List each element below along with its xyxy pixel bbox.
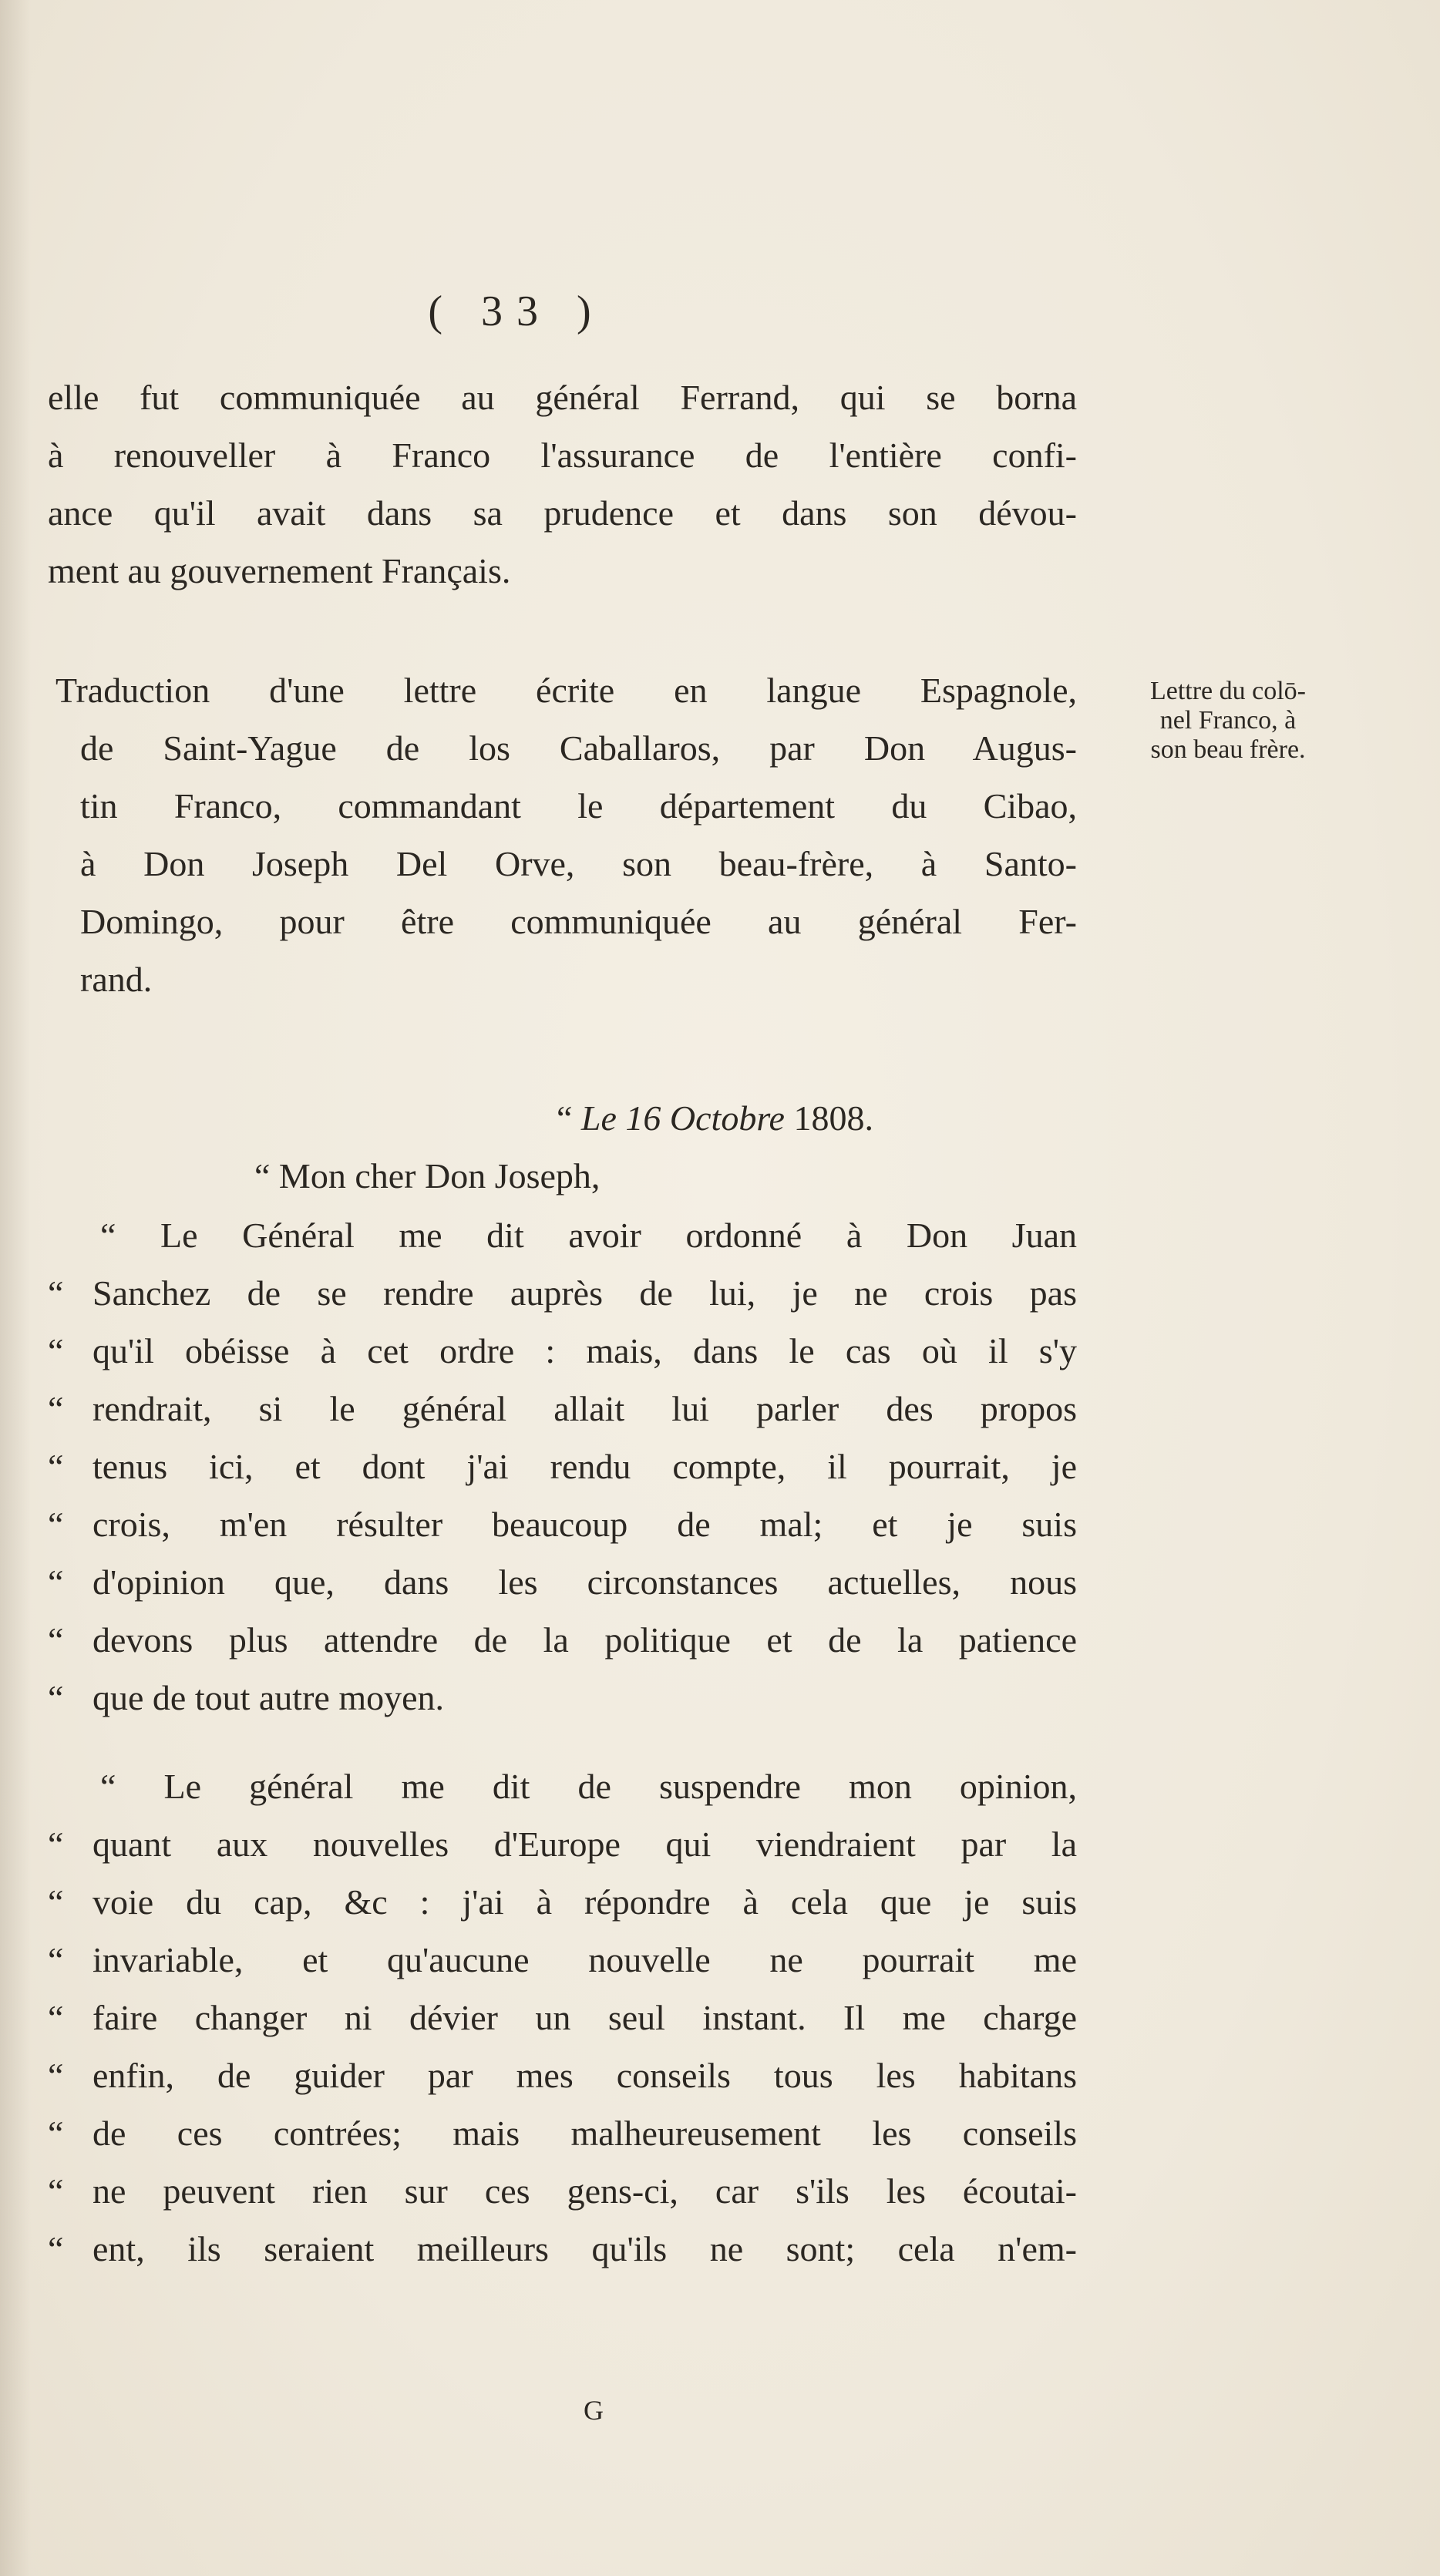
- heading-line: tin Franco, commandant le département du Cibao,: [80, 786, 1077, 826]
- letter-line: “ voie du cap, &c : j'ai à répondre à cela que je suis: [48, 1873, 1077, 1931]
- quote-mark: “: [48, 2171, 64, 2211]
- quote-mark: “: [48, 1562, 64, 1602]
- heading-line: à Don Joseph Del Orve, son beau-frère, à Santo-: [80, 844, 1077, 883]
- quote-mark: “: [48, 2229, 64, 2268]
- letter-line: “ qu'il obéisse à cet ordre : mais, dans le cas où il s'y: [48, 1322, 1077, 1380]
- heading-line: rand.: [80, 960, 153, 999]
- letter-heading: [48, 661, 1077, 1008]
- quote-mark: “: [48, 1678, 64, 1717]
- quote-mark: “: [48, 1505, 64, 1544]
- margin-note: [1089, 677, 1367, 765]
- letter-line: “ d'opinion que, dans les circonstances actuelles, nous: [48, 1553, 1077, 1611]
- letter-line: “ enfin, de guider par mes conseils tous les habitans: [48, 2046, 1077, 2104]
- quote-mark: “: [48, 1620, 64, 1660]
- quote-mark: “: [48, 1273, 64, 1313]
- intro-line: ment au gouvernement Français.: [48, 551, 511, 590]
- letter-dateline: [557, 1089, 873, 1147]
- intro-line: elle fut communiquée au général Ferrand, qui se borna: [48, 378, 1077, 417]
- letter-line: “ Le général me dit de suspendre mon opinion,: [100, 1767, 1077, 1806]
- letter-line: “ que de tout autre moyen.: [48, 1669, 1077, 1727]
- margin-note-line: nel Franco, à: [1159, 706, 1297, 735]
- heading-line: Domingo, pour être communiquée au général Fer-: [80, 902, 1077, 941]
- letter-line: “ ne peuvent rien sur ces gens-ci, car s'ils les écoutai-: [48, 2162, 1077, 2220]
- intro-line: à renouveller à Franco l'assurance de l'entière confi-: [48, 435, 1077, 475]
- letter-line: “ Le Général me dit avoir ordonné à Don Juan: [100, 1216, 1077, 1255]
- letter-salutation: “ Mon cher Don Joseph,: [254, 1156, 601, 1196]
- quote-mark: “: [48, 1389, 64, 1428]
- quote-mark: “: [48, 1998, 64, 2037]
- letter-line: “ Sanchez de se rendre auprès de lui, je ne crois pas: [48, 1264, 1077, 1322]
- heading-line: de Saint-Yague de los Caballaros, par Don Augus-: [80, 728, 1077, 768]
- letter-paragraph-1: [48, 1206, 1077, 1727]
- letter-line: “ faire changer ni dévier un seul instant. Il me charge: [48, 1989, 1077, 2046]
- letter-line: “ invariable, et qu'aucune nouvelle ne pourrait me: [48, 1931, 1077, 1989]
- letter-line: “ quant aux nouvelles d'Europe qui viendraient par la: [48, 1815, 1077, 1873]
- quote-mark: “: [48, 1824, 64, 1864]
- quote-mark: “: [48, 2056, 64, 2095]
- quote-mark: “: [48, 1447, 64, 1486]
- letter-line: “ ent, ils seraient meilleurs qu'ils ne sont; cela n'em-: [48, 2220, 1077, 2278]
- page-number: ( 33 ): [428, 288, 605, 335]
- quote-mark: “: [48, 1940, 64, 1979]
- dateline-quote: “: [557, 1098, 573, 1138]
- letter-paragraph-2: [48, 1757, 1077, 2278]
- intro-line: ance qu'il avait dans sa prudence et dans son dévou-: [48, 493, 1077, 533]
- quote-mark: “: [48, 1331, 64, 1370]
- quote-mark: “: [48, 2114, 64, 2153]
- heading-line: Traduction d'une lettre écrite en langue Espagnole,: [56, 671, 1077, 710]
- page-gutter-shadow: [0, 0, 31, 2576]
- letter-line: “ crois, m'en résulter beaucoup de mal; et je suis: [48, 1495, 1077, 1553]
- quote-mark: “: [48, 1882, 64, 1922]
- intro-paragraph: [48, 368, 1077, 600]
- margin-note-line: son beau frère.: [1150, 735, 1306, 764]
- letter-line: “ tenus ici, et dont j'ai rendu compte, il pourrait, je: [48, 1438, 1077, 1495]
- signature-mark: G: [584, 2395, 604, 2426]
- dateline-year: 1808.: [793, 1098, 873, 1138]
- letter-line: “ rendrait, si le général allait lui parler des propos: [48, 1380, 1077, 1438]
- dateline-date: Le 16 Octobre: [580, 1098, 785, 1138]
- letter-line: “ de ces contrées; mais malheureusement les conseils: [48, 2104, 1077, 2162]
- letter-line: “ devons plus attendre de la politique et de la patience: [48, 1611, 1077, 1669]
- margin-note-line: Lettre du colō-: [1149, 677, 1307, 705]
